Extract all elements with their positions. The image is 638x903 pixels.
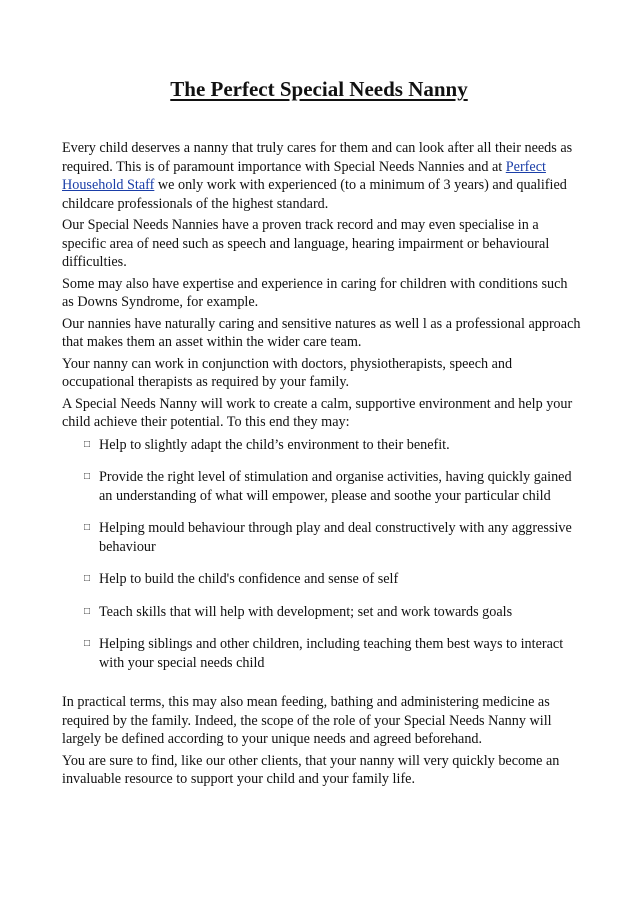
paragraph-invaluable-resource: You are sure to find, like our other clients, that your nanny will very quickly become an invaluable resource to support your child and your family life. xyxy=(62,752,560,787)
page-title: The Perfect Special Needs Nanny xyxy=(170,77,468,101)
list-item xyxy=(62,436,582,455)
list-item-text: Help to slightly adapt the child’s environment to their benefit. xyxy=(99,436,450,453)
list-item xyxy=(62,519,582,556)
intro-text-after-link: we only work with experienced (to a minimum of 3 years) and qualified childcare professionals of the highest standard. xyxy=(62,177,567,212)
paragraph-track-record: Our Special Needs Nannies have a proven track record and may even specialise in a specific area of need such as speech and language, hearing impairment or behavioural difficulties. xyxy=(62,217,550,270)
paragraph-calm-environment: A Special Needs Nanny will work to create a calm, supportive environment and help your child achieve their potential. To this end they may: xyxy=(62,395,573,430)
list-item xyxy=(62,570,582,589)
missing-glyph-box-icon: □ xyxy=(84,522,91,533)
missing-glyph-box-icon: □ xyxy=(84,471,91,482)
paragraph-conjunction: Your nanny can work in conjunction with doctors, physiotherapists, speech and occupational therapists as required by your family. xyxy=(62,355,513,390)
list-item-text: Helping siblings and other children, including teaching them best ways to interact with your special needs child xyxy=(99,636,564,671)
perfect-household-staff-link[interactable]: Perfect Household Staff xyxy=(62,158,546,193)
missing-glyph-box-icon: □ xyxy=(84,438,91,450)
intro-text-before-link: Every child deserves a nanny that truly cares for them and can look after all their needs as required. This is of paramount importance with Special Needs Nannies and at xyxy=(62,140,573,175)
list-item xyxy=(62,468,582,505)
list-item-text: Teach skills that will help with development; set and work towards goals xyxy=(99,603,513,620)
missing-glyph-box-icon: □ xyxy=(84,605,91,617)
missing-glyph-box-icon: □ xyxy=(84,638,91,649)
missing-glyph-box-icon: □ xyxy=(84,573,91,584)
list-item xyxy=(62,603,582,622)
paragraph-caring-natures: Our nannies have naturally caring and sensitive natures as well l as a professional approach that makes them an asset within the wider care team. xyxy=(62,315,581,350)
intro-paragraph xyxy=(62,139,582,213)
paragraph-practical-terms: In practical terms, this may also mean feeding, bathing and administering medicine as required by the family. Indeed, the scope of the role of your Special Needs Nanny will largely be defined according to your unique needs and agreed beforehand. xyxy=(62,694,552,747)
bullet-list xyxy=(62,436,582,673)
list-item-text: Helping mould behaviour through play and deal constructively with any aggressive behaviour xyxy=(99,520,572,555)
paragraph-expertise: Some may also have expertise and experience in caring for children with conditions such as Downs Syndrome, for example. xyxy=(62,275,568,310)
document-body xyxy=(62,139,582,792)
list-item xyxy=(62,635,582,672)
list-item-text: Help to build the child's confidence and sense of self xyxy=(99,571,399,587)
list-item-text: Provide the right level of stimulation and organise activities, having quickly gained an understanding of what will empower, please and soothe your particular child xyxy=(99,469,572,504)
